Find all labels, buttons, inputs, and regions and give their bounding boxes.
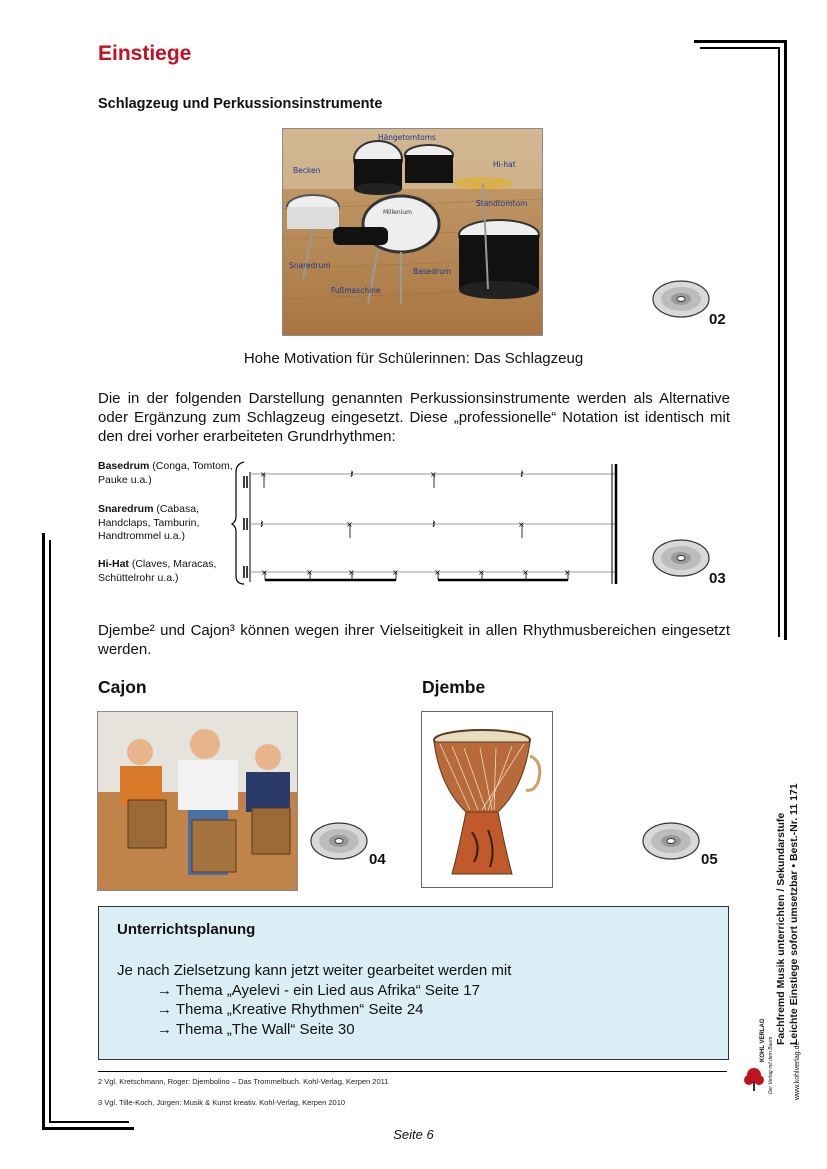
footnote: 3 Vgl. Tille-Koch, Jürgen: Musik & Kunst kreativ. Kohl-Verlag, Kerpen 2010 [98,1098,346,1107]
box-intro: Je nach Zielsetzung kann jetzt weiter gearbeitet werden mit [117,962,512,979]
svg-text:×: × [518,520,525,529]
svg-text:×: × [306,568,313,577]
svg-text:×: × [346,520,353,529]
svg-text:×: × [392,568,399,577]
cajon-heading: Cajon [98,677,147,697]
svg-text:𝄽: 𝄽 [260,517,264,531]
sidebar-line-2: Leichte Einstiege sofort umsetzbar • Best.-Nr. 11 171 [788,783,800,1045]
cd-icon-graphic [652,280,710,318]
svg-text:×: × [430,470,437,479]
box-item-link: → Thema „Ayelevi - ein Lied aus Afrika“ Seite 17 [157,981,480,999]
drumkit-illustration [283,129,542,335]
frame-line-left [42,533,45,1130]
svg-text:𝄽: 𝄽 [520,467,524,481]
drumkit-photo [282,128,543,336]
cd-track-number: 03 [709,570,726,587]
svg-text:×: × [564,568,571,577]
rhythm-label-bold: Basedrum [98,460,150,472]
djembe-illustration [422,712,552,887]
cd-icon-graphic [310,822,368,860]
cajon-photo [97,711,298,891]
cd-track-number: 05 [701,851,718,868]
label-standtomtom: Standtomtom [476,199,528,208]
cd-icon-graphic [642,822,700,860]
rhythm-label-rest: (Claves, Maracas, Schüttelrohr u.a.) [98,558,217,584]
svg-text:×: × [522,568,529,577]
label-basedrum: Basedrum [413,267,452,276]
frame-line-right [784,40,787,640]
svg-text:×: × [478,568,485,577]
svg-text:𝄽: 𝄽 [432,517,436,531]
publisher-logo-text: KOHL VERLAG [760,1018,766,1062]
box-item-link: → Thema „Kreative Rhythmen“ Seite 24 [157,1001,424,1018]
cd-track-number: 02 [709,311,726,328]
box-title: Unterrichtsplanung [117,921,256,938]
cd-icon [310,822,368,860]
djembe-cajon-paragraph: Djembe² und Cajon³ können wegen ihrer Vielseitigkeit in allen Rhythmusbereichen eingesetzt werden. [98,622,730,658]
svg-text:×: × [261,568,268,577]
footnote-divider [98,1071,727,1072]
cd-icon [642,822,700,860]
rhythm-label-rest: (Conga, Tomtom, Pauke u.a.) [98,460,233,486]
label-snaredrum: Snaredrum [289,261,331,270]
label-fussmaschine: Fußmaschine [331,286,381,295]
sidebar-line-1: Fachfremd Musik unterrichten / Sekundarstufe [775,812,787,1045]
rhythm-label-rest: (Cabasa, Handclaps, Tamburin, Handtrommel u.a.) [98,503,200,542]
rhythm-notation [230,458,622,588]
frame-line-bottom-2 [49,1121,129,1123]
cd-icon [652,539,710,577]
photo-caption: Hohe Motivation für Schülerinnen: Das Schlagzeug [243,350,584,367]
svg-text:×: × [260,470,267,479]
page-title: Einstiege [98,42,192,65]
rhythm-staff-graphic [230,458,622,588]
svg-text:×: × [434,568,441,577]
drum-brand-label: Millenium [383,209,412,216]
djembe-heading: Djembe [422,677,486,697]
djembe-photo [421,711,553,888]
label-hihat: Hi-hat [493,160,516,169]
rhythm-label-bold: Snaredrum [98,503,154,515]
label-haengetomtoms: Hängetomtoms [378,133,436,142]
cajon-illustration [98,712,297,890]
frame-line-top-right [694,40,787,43]
box-content [117,961,511,1039]
section-subtitle: Schlagzeug und Perkussionsinstrumente [98,96,383,112]
lesson-planning-box [98,906,729,1060]
cd-track-number: 04 [369,851,386,868]
rhythm-label-bold: Hi-Hat [98,558,129,570]
footnote: 2 Vgl. Kretschmann, Roger: Djembolino – Das Trommelbuch. Kohl-Verlag, Kerpen 2011 [98,1077,389,1086]
label-becken: Becken [293,166,321,175]
sidebar-url: www.kohlverlag.de [794,1041,801,1100]
svg-text:𝄽: 𝄽 [350,467,354,481]
svg-text:×: × [348,568,355,577]
frame-line-right-2 [778,47,780,637]
rhythm-label-snaredrum [98,503,233,544]
cd-icon-graphic [652,539,710,577]
frame-line-top-right-2 [700,47,780,49]
intro-paragraph: Die in der folgenden Darstellung genannten Perkussionsinstrumente werden als Alternative oder Ergänzung zum Schlagzeug eingesetzt. Diese „professionelle“ Notation ist identisch mit den drei vorher erarbeiteten Grundrhythmen: [98,390,730,445]
cd-icon [652,280,710,318]
frame-line-left-2 [49,540,51,1123]
rhythm-label-basedrum [98,460,233,487]
rhythm-label-hihat [98,558,233,585]
publisher-slogan: Der Verlag mit dem Baum [768,1036,774,1094]
page-number: Seite 6 [393,1127,434,1142]
box-item-link: → Thema „The Wall“ Seite 30 [157,1020,355,1038]
